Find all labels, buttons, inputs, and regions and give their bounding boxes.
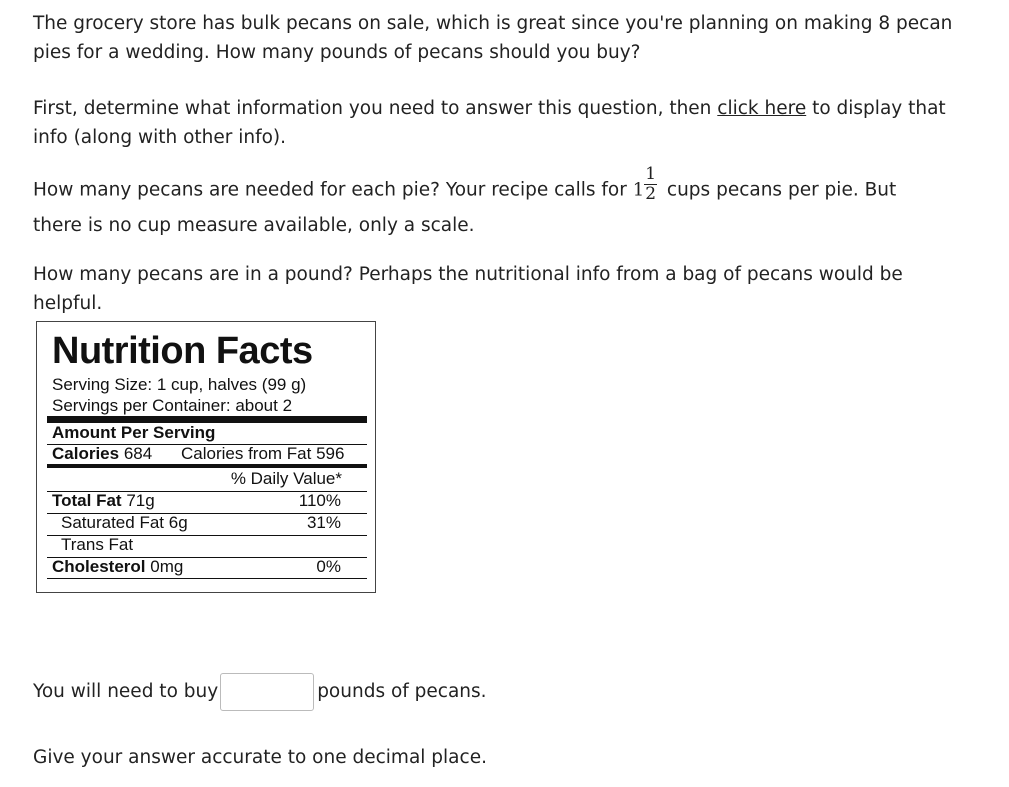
pie-text-after: cups pecans per pie. But <box>661 179 897 201</box>
total-fat-amount: 71g <box>126 491 155 510</box>
trans-fat-label: Trans Fat <box>61 535 134 554</box>
pound-question: How many pecans are in a pound? Perhaps the nutritional info from a bag of pecans would be helpful. <box>33 264 903 314</box>
cholesterol-amount: 0mg <box>150 557 184 576</box>
instruction-text-before: First, determine what information you need to answer this question, then <box>33 98 718 119</box>
trans-fat-row <box>61 535 133 555</box>
serving-size: Serving Size: 1 cup, halves (99 g) <box>52 375 307 394</box>
amount-per-serving: Amount Per Serving <box>52 423 216 442</box>
fraction <box>644 166 657 203</box>
saturated-fat-label: Saturated Fat <box>61 513 165 532</box>
answer-text-after: pounds of pecans. <box>317 681 487 702</box>
cholesterol-label: Cholesterol <box>52 557 146 576</box>
divider <box>47 578 367 579</box>
fraction-denominator: 2 <box>645 184 657 204</box>
instruction-paragraph <box>33 94 973 152</box>
cholesterol-row <box>52 557 183 577</box>
saturated-fat-dv: 31% <box>306 513 341 532</box>
pie-question-line2: there is no cup measure available, only a scale. <box>33 215 475 236</box>
calories-value: 684 <box>123 444 153 463</box>
click-here-link[interactable]: click here <box>717 98 807 119</box>
calories-label: Calories <box>52 444 120 463</box>
nutrition-facts-label <box>36 321 376 593</box>
servings-per-container: Servings per Container: about 2 <box>52 396 293 415</box>
accuracy-instruction: Give your answer accurate to one decimal place. <box>33 747 487 768</box>
pie-question-line1 <box>33 164 973 209</box>
nutrition-title: Nutrition Facts <box>52 330 313 372</box>
question-intro: The grocery store has bulk pecans on sale, which is great since you're planning on making 8 pecan pies for a wedding. How many pounds of pecans should you buy? <box>33 13 953 63</box>
pie-text-before: How many pecans are needed for each pie? Your recipe calls for <box>33 179 633 201</box>
mixed-number-whole: 1 <box>632 179 645 201</box>
answer-input[interactable] <box>220 673 314 711</box>
fraction-numerator: 1 <box>645 164 657 184</box>
total-fat-label: Total Fat <box>52 491 122 510</box>
answer-row <box>33 672 487 712</box>
thick-divider <box>47 416 367 423</box>
calories-from-fat: Calories from Fat 596 <box>181 444 345 463</box>
total-fat-row <box>52 491 155 511</box>
calories <box>52 444 152 464</box>
daily-value-header: % Daily Value* <box>230 469 342 488</box>
saturated-fat-amount: 6g <box>168 513 188 532</box>
saturated-fat-row <box>61 513 188 533</box>
medium-divider <box>47 464 367 468</box>
answer-text-before: You will need to buy <box>33 681 219 702</box>
instruction-text-after: to display that info (along with other info). <box>33 98 946 148</box>
cholesterol-dv: 0% <box>316 557 341 576</box>
total-fat-dv: 110% <box>298 491 341 510</box>
